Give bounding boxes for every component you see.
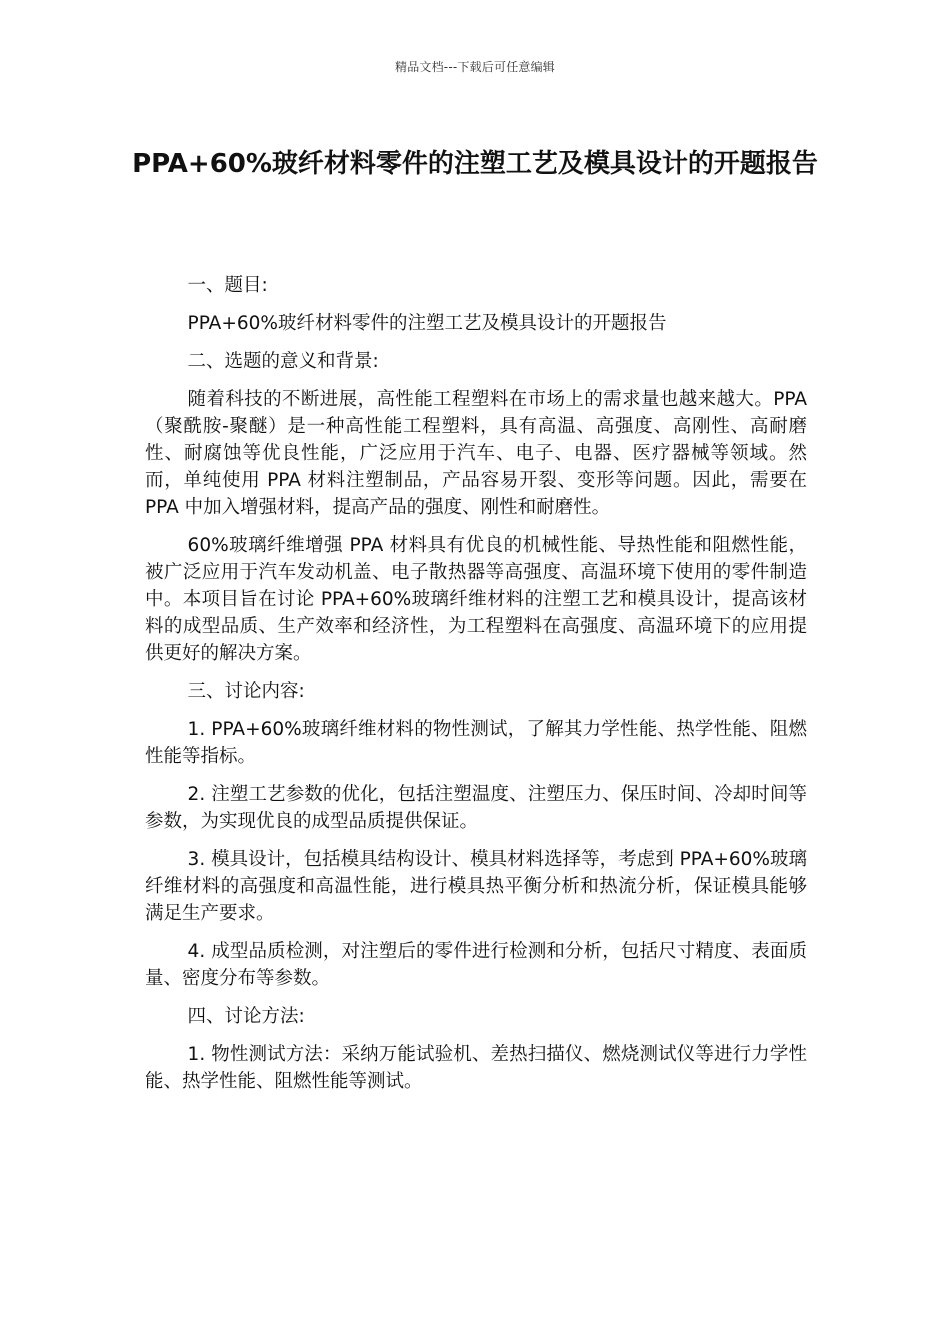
section-heading-background: 二、选题的意义和背景:: [187, 351, 379, 372]
background-paragraph: 60%玻璃纤维增强 PPA 材料具有优良的机械性能、导热性能和阻燃性能，被广泛应用于汽车发动机盖、电子散热器等高强度、高温环境下使用的零件制造中。本项目旨在讨论 PPA+60%玻璃纤维材料的注塑工艺和模具设计，提高该材料的成型品质、生产效率和经济性，为工程塑料在高强度、高温环境下的应用提供更好的解决方案。: [145, 535, 807, 664]
header-note: 精品文档---下载后可任意编辑: [395, 60, 555, 74]
document-title: PPA+60%玻纤材料零件的注塑工艺及模具设计的开题报告: [132, 149, 818, 179]
content-item: 2. 注塑工艺参数的优化，包括注塑温度、注塑压力、保压时间、冷却时间等参数，为实现优良的成型品质提供保证。: [145, 784, 807, 832]
section-heading-topic: 一、题目:: [187, 275, 268, 296]
content-item: 1. PPA+60%玻璃纤维材料的物性测试，了解其力学性能、热学性能、阻燃性能等指标。: [145, 719, 807, 767]
document-body: [145, 272, 807, 1106]
content-item: 3. 模具设计，包括模具结构设计、模具材料选择等，考虑到 PPA+60%玻璃纤维材料的高强度和高温性能，进行模具热平衡分析和热流分析，保证模具能够满足生产要求。: [145, 849, 807, 924]
section-heading-content: 三、讨论内容:: [187, 681, 305, 702]
topic-text: PPA+60%玻纤材料零件的注塑工艺及模具设计的开题报告: [187, 313, 667, 334]
content-item: 4. 成型品质检测，对注塑后的零件进行检测和分析，包括尺寸精度、表面质量、密度分布等参数。: [145, 941, 807, 989]
section-heading-methods: 四、讨论方法:: [187, 1006, 305, 1027]
methods-item: 1. 物性测试方法：采纳万能试验机、差热扫描仪、燃烧测试仪等进行力学性能、热学性能、阻燃性能等测试。: [145, 1044, 807, 1092]
background-paragraph: 随着科技的不断进展，高性能工程塑料在市场上的需求量也越来越大。PPA（聚酰胺-聚醚）是一种高性能工程塑料，具有高温、高强度、高刚性、高耐磨性、耐腐蚀等优良性能，广泛应用于汽车、电子、电器、医疗器械等领域。然而，单纯使用 PPA 材料注塑制品，产品容易开裂、变形等问题。因此，需要在 PPA 中加入增强材料，提高产品的强度、刚性和耐磨性。: [145, 389, 807, 518]
